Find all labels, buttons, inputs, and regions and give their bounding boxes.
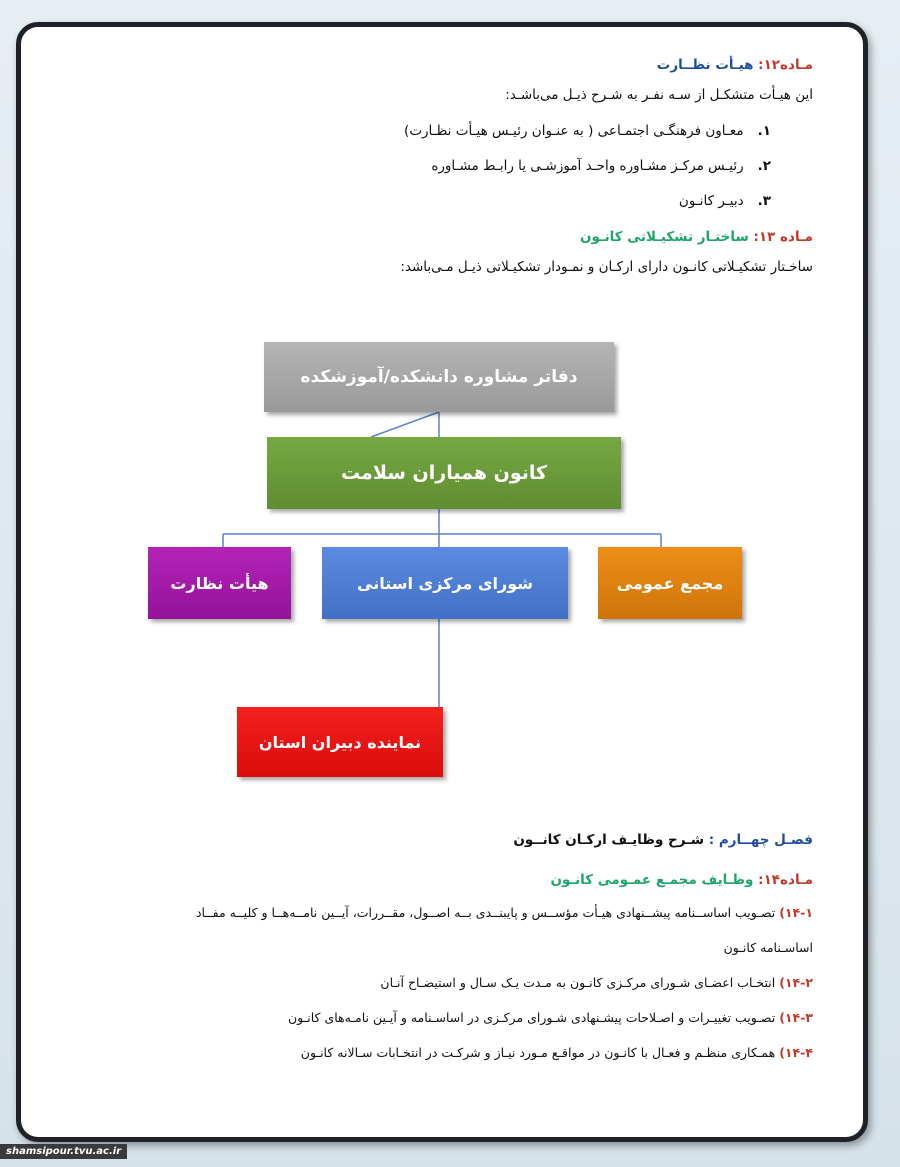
article14-title: وظـایف مجمـع عمـومی کانـون [550, 872, 754, 888]
org-box-provincial-secretaries-rep: نماینده دبیران استان [237, 707, 443, 777]
org-box-supervisory-board: هیأت نظارت [148, 547, 291, 619]
item-text: تصـویب اساســنامه پیشــنهادی هیـأت مؤســس و پایبنــدی بــه اصــول، مقــررات، آیــین نامــه‌هــا و کلیــه مفــاد [195, 905, 776, 920]
item-text: همـکاری منظـم و فعـال با کانـون در مواقـع مـورد نیـاز و شرکـت در انتخـابات سـالانه کانـون [300, 1045, 776, 1060]
article12-number: مـاده۱۲: [753, 57, 813, 73]
article14-heading [61, 872, 813, 888]
item-text: رئیـس مرکـز مشـاوره واحـد آموزشـی یا رابـط مشـاوره [431, 158, 744, 174]
item-number: ۱۴-۲) [779, 975, 813, 990]
item-number: ۱۴-۱) [779, 905, 813, 920]
article14-item-2 [61, 975, 813, 990]
article14-item-1 [61, 905, 813, 920]
item-text: اساسـنامه کانـون [723, 940, 813, 955]
article13-title: ساختـار تشکیـلاتی کانـون [579, 229, 749, 245]
document-page [16, 22, 868, 1142]
org-box-provincial-central-council: شورای مرکزی استانی [322, 547, 568, 619]
chapter4-heading [61, 832, 813, 848]
article14-number: مـاده۱۴: [753, 872, 813, 888]
item-number: ۲. [757, 158, 771, 174]
connector-top-diagonal [371, 412, 439, 437]
item-number: ۱۴-۴) [779, 1045, 813, 1060]
item-text: تصـویب تغییـرات و اصـلاحات پیشـنهادی شـورای مرکـزی در اساسـنامه و آیـین نامـه‌های کانـون [287, 1010, 776, 1025]
article13-intro: ساخـتار تشکیـلاتی کانـون دارای ارکـان و نمـودار تشکیـلاتی ذیـل مـی‌باشد: [400, 259, 813, 275]
item-number: ۱. [757, 123, 771, 139]
article14-item-1-cont [61, 940, 813, 955]
article13-number: مـاده ۱۳: [748, 229, 813, 245]
item-number: ۳. [757, 193, 771, 209]
item-text: دبیـر کانـون [678, 193, 744, 209]
org-box-general-assembly: مجمع عمومی [598, 547, 742, 619]
article12-intro: این هیـأت متشکـل از سـه نفـر به شـرح ذیـل می‌باشـد: [505, 87, 813, 103]
article12-title: هیـأت نظــارت [656, 57, 754, 73]
chapter4-title: شـرح وظایـف ارکـان کانــون [513, 832, 705, 848]
item-number: ۱۴-۳) [779, 1010, 813, 1025]
org-box-counseling-offices: دفاتر مشاوره دانشکده/آموزشکده [264, 342, 614, 412]
org-box-health-peers-center: کانون همیاران سلامت [267, 437, 621, 509]
site-watermark: shamsipour.tvu.ac.ir [0, 1144, 127, 1159]
item-text: معـاون فرهنگـی اجتمـاعی ( به عنـوان رئیـس هیـأت نظـارت) [404, 123, 744, 139]
article14-item-3 [61, 1010, 813, 1025]
item-text: انتخـاب اعضـای شـورای مرکـزی کانـون به مـدت یـک سـال و استیضـاح آنـان [380, 975, 776, 990]
article14-item-4 [61, 1045, 813, 1060]
chapter4-label: فصـل چهــارم : [704, 832, 813, 848]
